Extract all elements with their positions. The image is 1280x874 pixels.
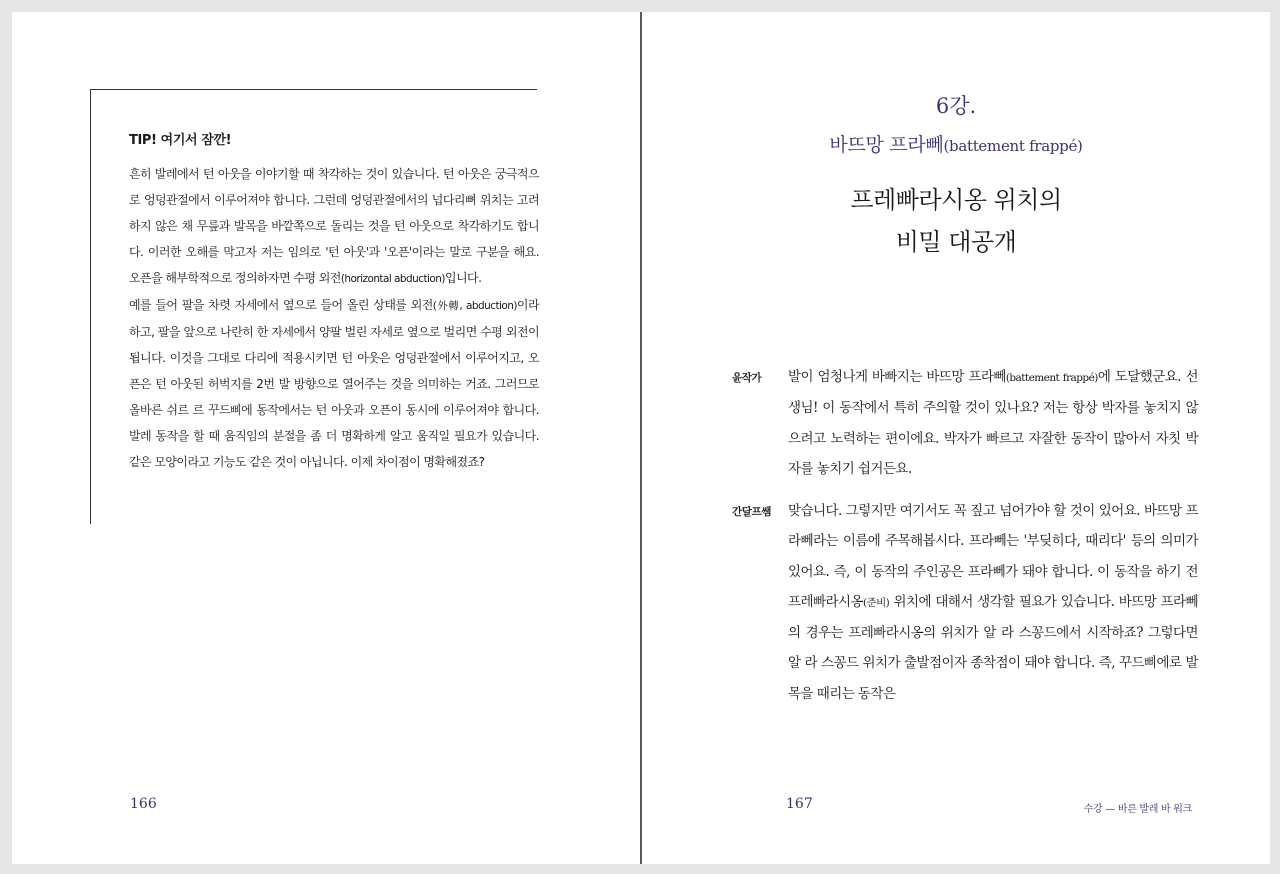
subtitle-line-2: 비밀 대공개 bbox=[895, 228, 1017, 256]
speech-text bbox=[788, 496, 1198, 709]
tip-p1-annotation: (horizontal abduction) bbox=[340, 273, 445, 285]
chapter-number: 6강. bbox=[935, 94, 977, 118]
speaker-label: 간달프쌤 bbox=[732, 506, 771, 518]
speaker-label: 윤작가 bbox=[732, 372, 762, 384]
tip-body bbox=[129, 161, 539, 475]
left-page bbox=[12, 12, 640, 864]
speech-text-a: 발이 엄청나게 바빠지는 바뜨망 프라뻬 bbox=[788, 369, 1006, 385]
chapter-title bbox=[642, 130, 1270, 157]
speech-text-b: 에 도달했군요. 선생님! 이 동작에서 특히 주의할 것이 있나요? 저는 항상 박자를 놓치지 않으려고 노력하는 편이에요. 박자가 빠르고 자잘한 동작이 많아서 자칫 박자를 놓치기 쉽거든요. bbox=[788, 369, 1198, 477]
speech-annotation: (준비) bbox=[862, 596, 890, 609]
page-number-right: 167 bbox=[786, 796, 813, 812]
page-number-left: 166 bbox=[130, 796, 157, 812]
speech-text bbox=[788, 362, 1198, 484]
tip-paragraph-1 bbox=[129, 161, 539, 292]
tip-p2-text-b: 이라 하고, 팔을 앞으로 나란히 한 자세에서 양팔 벌린 자세로 옆으로 벌리면 수평 외전이 됩니다. 이것을 그대로 다리에 적용시키면 턴 아웃은 엉덩관절에서 이루어지고, 오픈은 턴 아웃된 허벅지를 2번 발 방향으로 열어주는 것을 의미하는 거죠. 그러므로 올바른 쉬르 르 꾸드삐에 동작에서는 턴 아웃과 오픈이 동시에 이루어져야 합니다. 발레 동작을 할 때 움직임의 분절을 좀 더 명확하게 알고 움직일 필요가 있습니다. 같은 모양이라고 기능도 같은 것이 아닙니다. 이제 차이점이 명확해졌죠? bbox=[129, 298, 539, 469]
chapter-title-french: (battement frappé) bbox=[943, 137, 1083, 155]
tip-p1-text-b: 입니다. bbox=[444, 271, 482, 285]
tip-title: TIP! 여기서 잠깐! bbox=[129, 133, 232, 148]
speech-text-b: 위치에 대해서 생각할 필요가 있습니다. 바뜨망 프라뻬의 경우는 프레빠라시옹의 위치가 알 라 스꽁드에서 시작하죠? 그렇다면 알 라 스꽁드 위치가 출발점이자 종착점이 돼야 합니다. 즉, 꾸드삐에로 발목을 때리는 동작은 bbox=[788, 593, 1198, 702]
tip-p2-annotation: (外轉, abduction) bbox=[432, 300, 517, 312]
tip-paragraph-2 bbox=[129, 292, 539, 475]
tip-p1-text-a: 흔히 발레에서 턴 아웃을 이야기할 때 착각하는 것이 있습니다. 턴 아웃은 궁극적으로 엉덩관절에서 이루어져야 합니다. 그런데 엉덩관절에서의 넙다리뼈 위치는 고려하지 않은 채 무릎과 발목을 바깥쪽으로 돌리는 것을 턴 아웃으로 착각하기도 합니다. 이러한 오해를 막고자 저는 임의로 '턴 아웃'과 '오픈'이라는 말로 구분을 해요. 오픈을 해부학적으로 정의하자면 수평 외전 bbox=[129, 167, 539, 285]
chapter-subtitle bbox=[642, 179, 1270, 263]
speech-text-a: 맞습니다. 그렇지만 여기서도 꼭 짚고 넘어가야 할 것이 있어요. 바뜨망 프라뻬라는 이름에 주목해봅시다. 프라뻬는 '부딪히다, 때리다' 등의 의미가 있어요. 즉, 이 동작의 주인공은 프라뻬가 돼야 합니다. 이 동작을 하기 전 프레빠라시옹 bbox=[788, 503, 1198, 610]
running-head: 수강 — 바른 발레 바 워크 bbox=[1083, 804, 1192, 815]
chapter-title-korean: 바뜨망 프라뻬 bbox=[829, 134, 944, 156]
right-page bbox=[642, 12, 1270, 864]
subtitle-line-1: 프레빠라시옹 위치의 bbox=[850, 186, 1062, 214]
tip-box bbox=[90, 89, 537, 524]
tip-p2-text-a: 예를 들어 팔을 차렷 자세에서 옆으로 들어 올린 상태를 외전 bbox=[129, 298, 433, 312]
speech-annotation: (battement frappé) bbox=[1005, 372, 1098, 384]
